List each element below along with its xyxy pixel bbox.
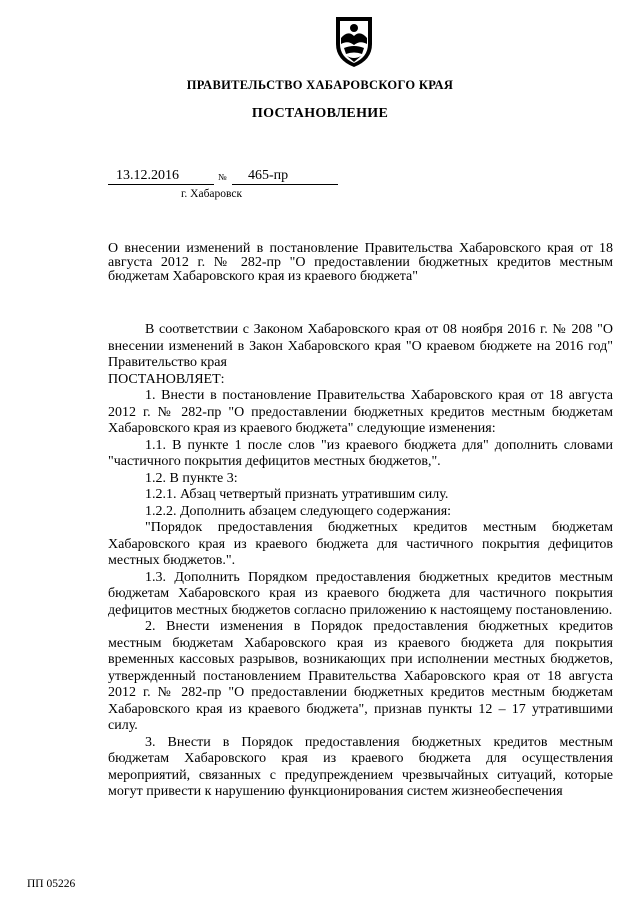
document-number: 465-пр <box>248 168 289 183</box>
body-paragraph: 1.2. В пункте 3: <box>145 470 238 486</box>
date-number-row <box>108 168 348 188</box>
body-paragraph: "Порядок предоставления бюджетных кредитов местным бюджетам Хабаровского края из краевого бюджета для частичного покрытия дефицитов местных бюджетов.". <box>108 520 613 568</box>
document-body <box>108 322 613 801</box>
city-name: г. Хабаровск <box>181 188 243 200</box>
intro-paragraph: В соответствии с Законом Хабаровского края от 08 ноября 2016 г. № 208 "О внесении изменений в Закон Хабаровского края "О краевом бюджете на 2016 год" Правительство края <box>108 322 613 370</box>
body-paragraph: 1. Внести в постановление Правительства Хабаровского края от 18 августа 2012 г. № 282-пр "О предоставлении бюджетных кредитов местным бюджетам Хабаровского края из краевого бюджета" следующие изменения: <box>108 388 613 436</box>
government-title: ПРАВИТЕЛЬСТВО ХАБАРОВСКОГО КРАЯ <box>186 78 454 92</box>
body-paragraph: 3. Внести в Порядок предоставления бюджетных кредитов местным бюджетам Хабаровского края из краевого бюджета для осуществления мероприятий, связанных с предупреждением чрезвычайных ситуаций, которые могут привести к нарушению функционирования систем жизнеобеспечения <box>108 734 613 799</box>
body-paragraph: 1.2.1. Абзац четвертый признать утратившим силу. <box>145 487 449 502</box>
body-paragraph: 1.2.2. Дополнить абзацем следующего содержания: <box>145 503 452 519</box>
body-paragraph: 2. Внести изменения в Порядок предоставления бюджетных кредитов местным бюджетам Хабаровского края из краевого бюджета для покрытия временных кассовых разрывов, возникающих при исполнении местных бюджетов, утвержденный постановлением Правительства Хабаровского края от 18 августа 2012 г. № 282-пр "О предоставлении бюджетных кредитов местным бюджетам Хабаровского края из краевого бюджета", признав пункты 12 – 17 утратившими силу. <box>108 619 613 733</box>
coat-of-arms-icon <box>332 14 376 70</box>
date-underline <box>108 184 214 185</box>
body-paragraph: 1.1. В пункте 1 после слов "из краевого бюджета для" дополнить словами "частичного покрытия дефицитов местных бюджетов,". <box>108 437 613 469</box>
body-paragraph: 1.3. Дополнить Порядком предоставления бюджетных кредитов местным бюджетам Хабаровского края из краевого бюджета для частичного покрытия дефицитов местных бюджетов согласно приложению к настоящему постановлению. <box>108 569 613 618</box>
document-type-title: ПОСТАНОВЛЕНИЕ <box>251 106 389 121</box>
document-date: 13.12.2016 <box>116 168 179 183</box>
number-underline <box>232 184 338 185</box>
number-sign: № <box>218 172 227 182</box>
document-subject: О внесении изменений в постановление Правительства Хабаровского края от 18 августа 2012 г. № 282-пр "О предоставлении бюджетных кредитов местным бюджетам Хабаровского края из краевого бюджета" <box>108 241 613 284</box>
footer-code: ПП 05226 <box>27 878 76 890</box>
decree-heading: ПОСТАНОВЛЯЕТ: <box>108 371 225 387</box>
